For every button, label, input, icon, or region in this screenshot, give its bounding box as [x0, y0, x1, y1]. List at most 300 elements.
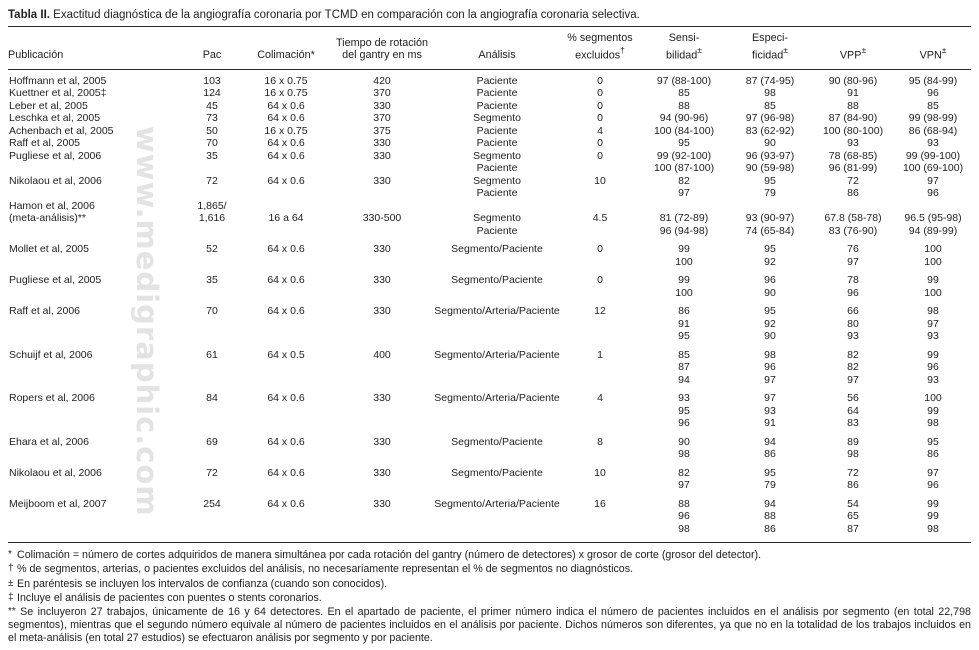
column-header — [729, 27, 811, 69]
cell-line: 95 — [764, 305, 776, 318]
cell-line: 91 — [847, 87, 859, 100]
column-header-line — [183, 49, 241, 62]
cell-analisis — [433, 175, 561, 200]
cell-gantry — [331, 430, 433, 461]
cell-colimacion — [241, 492, 331, 536]
cell-analisis — [433, 268, 561, 299]
cell-line: Mollet et al, 2005 — [9, 243, 89, 256]
cell-pac — [183, 150, 241, 175]
cell-excluidos — [561, 430, 639, 461]
cell-line: 10 — [594, 174, 606, 187]
column-header-label: VPP — [839, 49, 862, 62]
cell-line: 97 — [927, 174, 939, 187]
cell-vpp — [811, 69, 895, 87]
cell-espec — [729, 100, 811, 113]
footnote-marker: ± — [8, 577, 14, 589]
cell-line: 93 — [847, 137, 859, 150]
cell-line: Segmento/Paciente — [451, 274, 543, 287]
footnote-text: Colimación = número de cortes adquiridos de manera simultánea por cada rotación del gantry (número de detectores) x grosor de corte (grosor del detector). — [16, 549, 762, 562]
cell-line: 0 — [597, 112, 603, 125]
cell-line: 86 — [927, 448, 939, 461]
table-row — [8, 200, 971, 238]
cell-line: 86 — [847, 187, 859, 200]
cell-colimacion — [241, 175, 331, 200]
table-header-row — [8, 27, 971, 69]
cell-colimacion — [241, 200, 331, 238]
cell-line: 96 (81-99) — [828, 162, 878, 175]
cell-espec — [729, 461, 811, 492]
cell-espec — [729, 343, 811, 387]
cell-excluidos — [561, 175, 639, 200]
cell-line: Segmento — [473, 212, 521, 225]
cell-vpn — [895, 87, 971, 100]
cell-line: 88 — [847, 99, 859, 112]
cell-line: 82 — [678, 174, 690, 187]
cell-line: 94 — [764, 435, 776, 448]
table-row — [8, 69, 971, 87]
cell-line: 99 — [927, 348, 939, 361]
column-header-line — [8, 49, 183, 62]
cell-line: 98 — [678, 522, 690, 535]
cell-line: 99 (98-99) — [908, 112, 958, 125]
cell-colimacion — [241, 125, 331, 138]
cell-line: 64 x 0.6 — [267, 112, 305, 125]
cell-pac — [183, 112, 241, 125]
cell-line: 86 — [847, 479, 859, 492]
cell-vpn — [895, 299, 971, 343]
cell-line: 52 — [206, 243, 218, 256]
cell-line: 100 — [924, 243, 942, 256]
column-header-line — [811, 45, 895, 62]
cell-analisis — [433, 200, 561, 238]
cell-line — [640, 200, 728, 213]
cell-line: 72 — [847, 174, 859, 187]
cell-espec — [729, 69, 811, 87]
cell-vpp — [811, 175, 895, 200]
cell-pac — [183, 69, 241, 87]
cell-line: 90 — [678, 435, 690, 448]
cell-line: 64 x 0.6 — [267, 274, 305, 287]
cell-line: 67.8 (58-78) — [824, 212, 882, 225]
cell-line: 56 — [847, 392, 859, 405]
cell-line: 79 — [764, 187, 776, 200]
cell-colimacion — [241, 299, 331, 343]
cell-line: 0 — [597, 99, 603, 112]
cell-line: 95 — [927, 435, 939, 448]
cell-sens — [639, 150, 729, 175]
cell-line: 97 — [927, 317, 939, 330]
footnote — [8, 591, 971, 605]
cell-analisis — [433, 69, 561, 87]
cell-vpp — [811, 386, 895, 430]
cell-colimacion — [241, 268, 331, 299]
cell-line: Paciente — [476, 224, 518, 237]
cell-excluidos — [561, 69, 639, 87]
cell-sens — [639, 268, 729, 299]
cell-line: 98 — [678, 448, 690, 461]
cell-excluidos — [561, 299, 639, 343]
cell-line: 330 — [373, 392, 391, 405]
cell-line: 66 — [847, 305, 859, 318]
cell-excluidos — [561, 137, 639, 150]
cell-line: 86 — [764, 448, 776, 461]
cell-line: 93 (90-97) — [745, 212, 795, 225]
cell-gantry — [331, 492, 433, 536]
column-header-line — [561, 45, 639, 62]
column-header — [639, 27, 729, 69]
cell-pac — [183, 430, 241, 461]
cell-line: 254 — [203, 497, 221, 510]
cell-analisis — [433, 150, 561, 175]
cell-line: 99 — [927, 404, 939, 417]
cell-line: 98 — [764, 87, 776, 100]
cell-line: 50 — [206, 124, 218, 137]
column-header-label: Pac — [202, 49, 222, 62]
cell-line: 330 — [373, 174, 391, 187]
cell-pac — [183, 100, 241, 113]
cell-line: 35 — [206, 149, 218, 162]
cell-line: 95 — [678, 137, 690, 150]
cell-colimacion — [241, 100, 331, 113]
cell-line: 45 — [206, 99, 218, 112]
cell-line: 65 — [847, 510, 859, 523]
cell-line: Hamon et al, 2006 — [9, 199, 95, 212]
column-header-line — [639, 32, 729, 45]
cell-analisis — [433, 112, 561, 125]
cell-pac — [183, 237, 241, 268]
cell-colimacion — [241, 69, 331, 87]
table-row — [8, 492, 971, 536]
table-row — [8, 137, 971, 150]
column-header-footnote-marker: ± — [697, 44, 702, 55]
column-header-label: Tiempo de rotación — [335, 36, 429, 49]
cell-line: 100 (69-100) — [902, 162, 964, 175]
cell-line: 0 — [597, 137, 603, 150]
cell-line: Segmento/Paciente — [451, 466, 543, 479]
cell-line: 330 — [373, 466, 391, 479]
column-header-line — [729, 45, 811, 62]
cell-publication — [8, 461, 183, 492]
table-title-text: Exactitud diagnóstica de la angiografía coronaria por TCMD en comparación con la angiografía coronaria selectiva. — [53, 9, 640, 21]
cell-line: Hoffmann et al, 2005 — [9, 74, 107, 87]
cell-line: 97 (88-100) — [656, 74, 712, 87]
column-header-label: Análisis — [478, 49, 516, 62]
cell-line: 82 — [847, 348, 859, 361]
cell-line: Nikolaou et al, 2006 — [9, 174, 102, 187]
cell-line — [896, 200, 970, 213]
cell-line: 100 — [675, 286, 693, 299]
cell-colimacion — [241, 343, 331, 387]
column-header-label: ficidad — [752, 49, 784, 62]
table-row — [8, 299, 971, 343]
cell-sens — [639, 430, 729, 461]
cell-line: 100 — [675, 255, 693, 268]
footnote-text: Se incluyeron 27 trabajos, únicamente de 16 y 64 detectores. En el apartado de paciente, el primer número indica el número de pacientes incluidos en el análisis por segmento (en total 22,798 segmentos), mientras que el segundo número equivale al número de pacientes incluidos en el análisis por paciente. Dichos números son diferentes, ya que no en la totalidad de los trabajos incluidos en el meta-análisis (en total 27 estudios) se efectuaron análisis por segmento y por paciente. — [8, 605, 971, 645]
column-header-footnote-marker: † — [620, 44, 625, 55]
column-header-footnote-marker: ± — [783, 44, 788, 55]
cell-line: 93 — [847, 330, 859, 343]
cell-vpp — [811, 100, 895, 113]
cell-sens — [639, 100, 729, 113]
cell-excluidos — [561, 386, 639, 430]
cell-line: 330 — [373, 243, 391, 256]
cell-line: 330 — [373, 137, 391, 150]
cell-vpn — [895, 386, 971, 430]
footnote-text: % de segmentos, arterias, o pacientes excluidos del análisis, no necesariamente representan el % de segmentos no diagnósticos. — [16, 563, 634, 576]
cell-line: 83 — [847, 417, 859, 430]
cell-line: 98 — [764, 348, 776, 361]
cell-line: 64 x 0.6 — [267, 174, 305, 187]
cell-line: Segmento/Arteria/Paciente — [434, 305, 560, 318]
cell-line: 100 (80-100) — [822, 124, 884, 137]
cell-line: 91 — [678, 317, 690, 330]
cell-line: 97 — [678, 187, 690, 200]
cell-line — [434, 200, 560, 213]
cell-line: 96 — [927, 479, 939, 492]
cell-line: 4.5 — [592, 212, 608, 225]
cell-line — [730, 200, 810, 213]
cell-vpn — [895, 150, 971, 175]
cell-sens — [639, 112, 729, 125]
cell-line: Segmento — [473, 112, 521, 125]
cell-line: 16 x 0.75 — [264, 87, 308, 100]
cell-gantry — [331, 268, 433, 299]
medigraphic-watermark: www.medigraphic.com — [130, 126, 164, 517]
footnotes — [8, 542, 971, 645]
column-header-label: excluidos — [575, 49, 621, 62]
cell-gantry — [331, 343, 433, 387]
column-header-label: del gantry en ms — [342, 49, 422, 62]
cell-line: 95 — [764, 243, 776, 256]
column-header — [811, 27, 895, 69]
column-header-line — [331, 37, 433, 50]
cell-line: 97 — [927, 466, 939, 479]
cell-line: Leber et al, 2005 — [9, 99, 88, 112]
cell-espec — [729, 137, 811, 150]
cell-colimacion — [241, 137, 331, 150]
column-header — [183, 27, 241, 69]
cell-line: 1,865/ — [197, 199, 227, 212]
cell-espec — [729, 386, 811, 430]
cell-pac — [183, 461, 241, 492]
cell-line: 64 x 0.6 — [267, 149, 305, 162]
table-row — [8, 125, 971, 138]
cell-line: 98 — [927, 417, 939, 430]
footnote-text: Incluye el análisis de pacientes con puentes o stents coronarios. — [16, 591, 322, 604]
cell-pac — [183, 200, 241, 238]
cell-espec — [729, 237, 811, 268]
cell-vpn — [895, 100, 971, 113]
column-header-label: Sensi- — [668, 32, 700, 44]
cell-line: 100 (87-100) — [653, 162, 715, 175]
cell-line: 92 — [764, 255, 776, 268]
cell-line: Segmento/Paciente — [451, 435, 543, 448]
cell-line: 100 (84-100) — [653, 124, 715, 137]
cell-line: Achenbach et al, 2005 — [9, 124, 114, 137]
cell-line: 370 — [373, 112, 391, 125]
cell-line: 64 x 0.6 — [267, 305, 305, 318]
cell-excluidos — [561, 112, 639, 125]
cell-line: 74 (65-84) — [745, 224, 795, 237]
cell-line: 80 — [847, 317, 859, 330]
cell-line: 64 x 0.6 — [267, 435, 305, 448]
cell-line: 96 — [847, 286, 859, 299]
footnote-text: En paréntesis se incluyen los intervalos de confianza (cuando son conocidos). — [16, 577, 388, 590]
cell-line: 86 (68-94) — [908, 124, 958, 137]
cell-publication — [8, 386, 183, 430]
cell-line: Ehara et al, 2006 — [9, 435, 89, 448]
cell-gantry — [331, 100, 433, 113]
cell-line: 91 — [764, 417, 776, 430]
cell-line: 64 x 0.6 — [267, 497, 305, 510]
cell-line: Paciente — [476, 162, 518, 175]
cell-colimacion — [241, 237, 331, 268]
cell-line: 370 — [373, 87, 391, 100]
cell-line: 97 (96-98) — [745, 112, 795, 125]
column-header-line — [331, 49, 433, 62]
cell-line: 92 — [764, 317, 776, 330]
cell-line: 99 — [927, 510, 939, 523]
table-row — [8, 87, 971, 100]
cell-gantry — [331, 125, 433, 138]
cell-line: 330 — [373, 149, 391, 162]
table-title — [8, 6, 971, 26]
cell-publication — [8, 150, 183, 175]
table-row — [8, 150, 971, 175]
cell-line: Pugliese et al, 2006 — [9, 149, 102, 162]
cell-line: 64 x 0.6 — [267, 243, 305, 256]
cell-vpn — [895, 175, 971, 200]
cell-analisis — [433, 492, 561, 536]
footnote — [8, 605, 971, 646]
cell-vpp — [811, 299, 895, 343]
column-header — [331, 27, 433, 69]
column-header-line — [729, 32, 811, 45]
cell-espec — [729, 87, 811, 100]
cell-line: 94 (89-99) — [908, 224, 958, 237]
cell-line: 10 — [594, 466, 606, 479]
cell-gantry — [331, 461, 433, 492]
column-header-line — [241, 49, 331, 62]
cell-line: 96 — [678, 417, 690, 430]
column-header-line — [561, 32, 639, 45]
cell-line: 8 — [597, 435, 603, 448]
cell-espec — [729, 492, 811, 536]
cell-line: 70 — [206, 305, 218, 318]
cell-analisis — [433, 430, 561, 461]
cell-vpn — [895, 461, 971, 492]
cell-line: Paciente — [476, 99, 518, 112]
cell-vpp — [811, 112, 895, 125]
cell-vpn — [895, 430, 971, 461]
cell-line: 96 — [764, 361, 776, 374]
cell-publication — [8, 175, 183, 200]
cell-line: 69 — [206, 435, 218, 448]
cell-line: 12 — [594, 305, 606, 318]
cell-publication — [8, 430, 183, 461]
cell-pac — [183, 137, 241, 150]
cell-line: 88 — [678, 99, 690, 112]
cell-espec — [729, 430, 811, 461]
cell-line: 96 — [927, 87, 939, 100]
cell-line: 420 — [373, 74, 391, 87]
cell-line — [562, 200, 638, 213]
cell-sens — [639, 343, 729, 387]
cell-pac — [183, 299, 241, 343]
column-header-footnote-marker: ± — [861, 44, 867, 55]
cell-line: 89 — [847, 435, 859, 448]
cell-line: Paciente — [476, 124, 518, 137]
cell-gantry — [331, 150, 433, 175]
cell-line: 400 — [373, 348, 391, 361]
cell-line: 100 — [924, 286, 942, 299]
cell-line: 70 — [206, 137, 218, 150]
cell-excluidos — [561, 343, 639, 387]
cell-line: 72 — [847, 466, 859, 479]
column-header-label: Colimación* — [257, 49, 315, 62]
cell-analisis — [433, 237, 561, 268]
cell-gantry — [331, 137, 433, 150]
cell-line: 99 (99-100) — [905, 149, 961, 162]
cell-vpn — [895, 343, 971, 387]
cell-vpn — [895, 492, 971, 536]
cell-analisis — [433, 125, 561, 138]
cell-line: 85 — [764, 99, 776, 112]
table-row — [8, 461, 971, 492]
cell-line: 99 — [927, 497, 939, 510]
table-page — [8, 6, 971, 646]
cell-gantry — [331, 386, 433, 430]
cell-line: Paciente — [476, 187, 518, 200]
cell-line: 16 a 64 — [268, 212, 304, 225]
cell-line: 97 — [764, 392, 776, 405]
cell-line: 72 — [206, 174, 218, 187]
cell-excluidos — [561, 150, 639, 175]
cell-vpn — [895, 125, 971, 138]
cell-line: 64 x 0.6 — [267, 137, 305, 150]
cell-analisis — [433, 386, 561, 430]
cell-excluidos — [561, 200, 639, 238]
cell-excluidos — [561, 461, 639, 492]
column-header-label: Especi- — [751, 32, 788, 44]
cell-line: 78 (68-85) — [828, 149, 878, 162]
table-body — [8, 69, 971, 535]
cell-colimacion — [241, 87, 331, 100]
cell-publication — [8, 87, 183, 100]
cell-line: Kuettner et al, 2005‡ — [9, 87, 107, 100]
cell-vpn — [895, 69, 971, 87]
cell-line: 330 — [373, 305, 391, 318]
cell-line: 100 — [924, 392, 942, 405]
cell-line: 94 — [678, 373, 690, 386]
cell-analisis — [433, 87, 561, 100]
footnote — [8, 562, 971, 576]
cell-line: 61 — [206, 348, 218, 361]
table-row — [8, 430, 971, 461]
cell-pac — [183, 343, 241, 387]
cell-line: 81 (72-89) — [659, 212, 709, 225]
cell-line: 85 — [678, 348, 690, 361]
cell-line: Nikolaou et al, 2006 — [9, 466, 102, 479]
cell-line: 85 — [927, 99, 939, 112]
cell-line: 330 — [373, 274, 391, 287]
cell-line: Paciente — [476, 74, 518, 87]
cell-sens — [639, 125, 729, 138]
cell-vpp — [811, 125, 895, 138]
cell-excluidos — [561, 125, 639, 138]
cell-publication — [8, 492, 183, 536]
cell-publication — [8, 69, 183, 87]
